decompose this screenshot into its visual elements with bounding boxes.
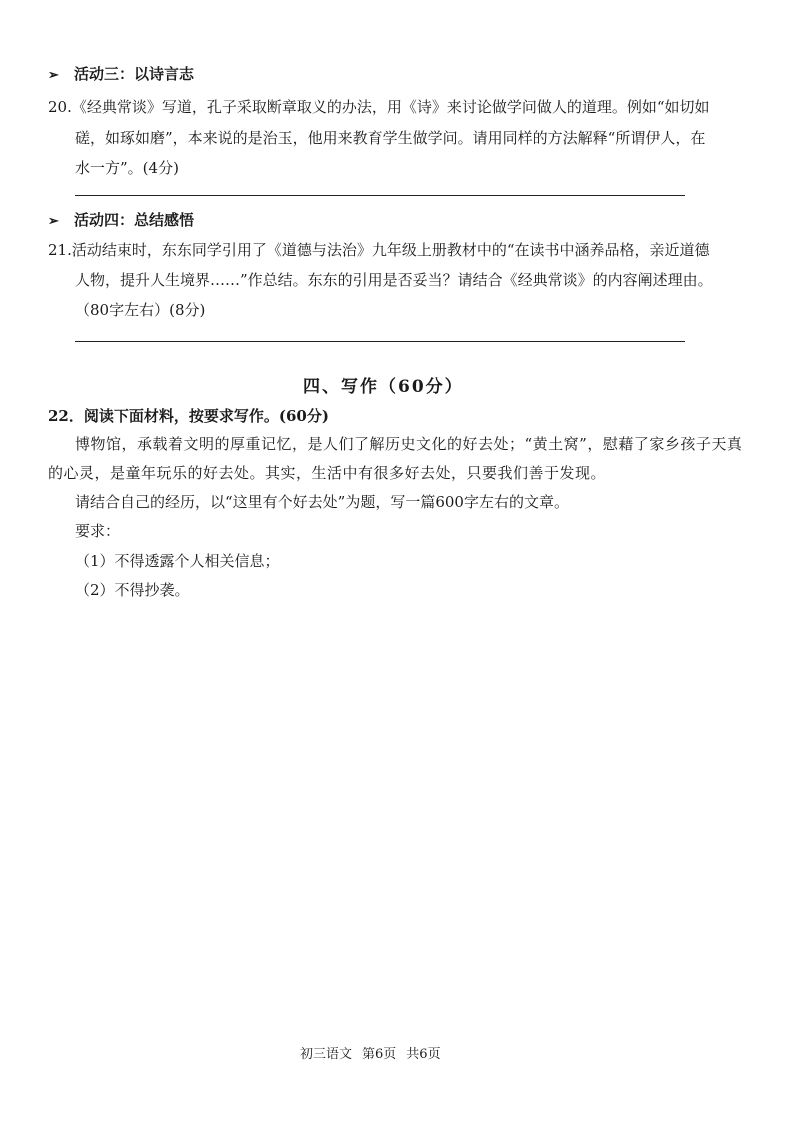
q21-line-3: （80字左右）(8分) — [75, 301, 206, 319]
q21-line-2: 人物，提升人生境界……”作总结。东东的引用是否妥当？请结合《经典常谈》的内容阐述理由。 — [75, 271, 713, 289]
q22-material-line-1: 博物馆，承载着文明的厚重记忆，是人们了解历史文化的好去处；“黄土窝”，慰藉了家乡孩子天真 — [75, 435, 743, 453]
page-footer — [300, 1043, 451, 1062]
q20-answer-line[interactable] — [75, 195, 685, 196]
footer-subject: 初三语文 — [300, 1047, 353, 1062]
q20-line-3: 水一方”。(4分) — [75, 159, 179, 177]
section-title: 四、写作（60分） — [303, 377, 464, 397]
activity-4-heading — [48, 210, 194, 232]
q22-instruction: 请结合自己的经历，以“这里有个好去处”为题，写一篇600字左右的文章。 — [75, 493, 569, 511]
activity-4-label: 活动四：总结感悟 — [74, 211, 195, 229]
q22-requirement-1: （1）不得透露个人相关信息； — [75, 552, 280, 570]
activity-3-heading — [48, 64, 194, 86]
footer-total-pages: 共6页 — [406, 1047, 441, 1062]
footer-page-number: 第6页 — [362, 1047, 397, 1062]
q21-answer-line[interactable] — [75, 341, 685, 342]
q22-prompt: 22．阅读下面材料，按要求写作。(60分) — [48, 407, 329, 425]
q21-line-1: 21.活动结束时，东东同学引用了《道德与法治》九年级上册教材中的“在读书中涵养品格，亲近道德 — [48, 241, 710, 259]
q22-requirement-2: （2）不得抄袭。 — [75, 581, 190, 599]
arrow-icon: ➢ — [48, 214, 59, 229]
activity-3-label: 活动三：以诗言志 — [74, 65, 195, 83]
q22-requirements-label: 要求： — [75, 522, 121, 540]
q20-line-2: 磋，如琢如磨”，本来说的是治玉，他用来教育学生做学问。请用同样的方法解释“所谓伊人，在 — [75, 129, 706, 147]
q22-material-line-2: 的心灵，是童年玩乐的好去处。其实，生活中有很多好去处，只要我们善于发现。 — [48, 464, 607, 482]
q20-line-1: 20.《经典常谈》写道，孔子采取断章取义的办法，用《诗》来讨论做学问做人的道理。例如“如切如 — [48, 98, 710, 116]
arrow-icon: ➢ — [48, 68, 59, 83]
